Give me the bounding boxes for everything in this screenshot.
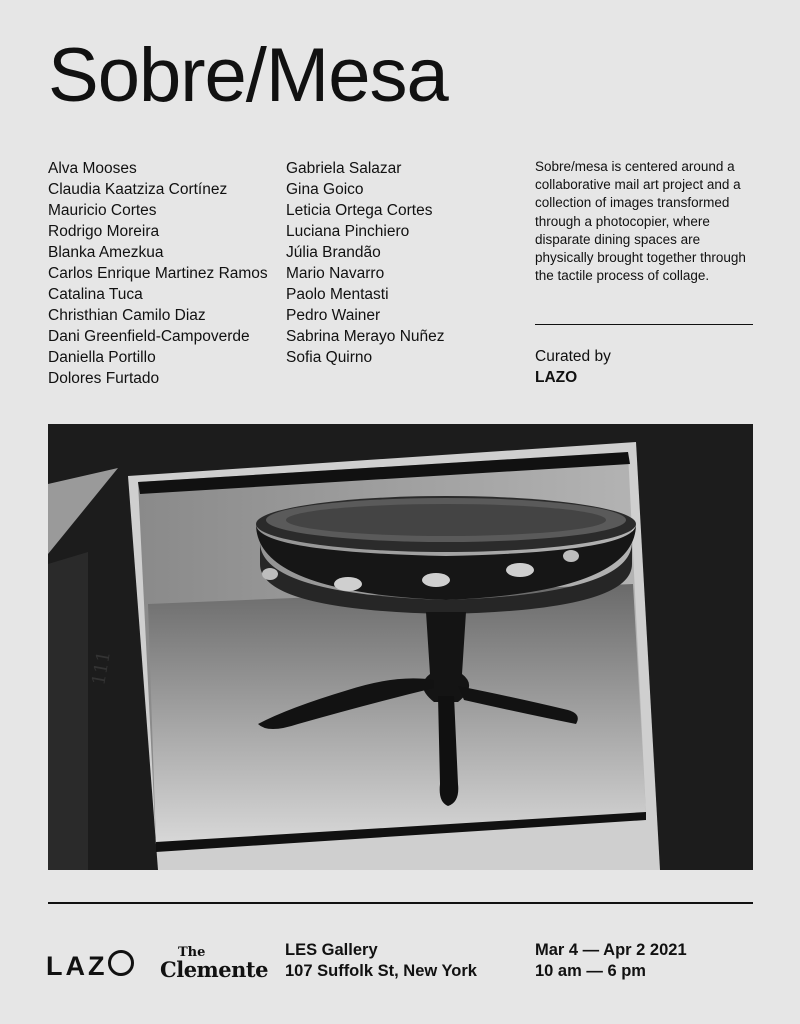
curator-credit bbox=[535, 346, 611, 388]
lazo-logo-text: LAZ bbox=[46, 951, 108, 981]
artist-name: Gina Goico bbox=[286, 181, 364, 198]
opening-hours: 10 am — 6 pm bbox=[535, 962, 646, 980]
photo-illustration bbox=[48, 424, 753, 870]
artist-name: Gabriela Salazar bbox=[286, 160, 402, 177]
artist-name: Alva Mooses bbox=[48, 160, 137, 177]
curated-by-label: Curated by bbox=[535, 348, 611, 365]
artist-name: Christhian Camilo Diaz bbox=[48, 307, 206, 324]
artist-name: Júlia Brandão bbox=[286, 244, 381, 261]
artist-name: Pedro Wainer bbox=[286, 307, 381, 324]
artist-name: Catalina Tuca bbox=[48, 286, 143, 303]
footer-divider bbox=[48, 902, 753, 904]
artist-name: Leticia Ortega Cortes bbox=[286, 202, 433, 219]
artist-name: Mauricio Cortes bbox=[48, 202, 157, 219]
artist-name: Carlos Enrique Martinez Ramos bbox=[48, 265, 268, 282]
artist-name: Dani Greenfield-Campoverde bbox=[48, 328, 250, 345]
artist-list-column-1 bbox=[48, 158, 268, 389]
venue-info bbox=[285, 940, 477, 982]
artist-name: Rodrigo Moreira bbox=[48, 223, 160, 240]
curator-name: LAZO bbox=[535, 369, 578, 386]
lazo-logo-o-icon bbox=[108, 950, 134, 976]
photo-handwriting: 111 bbox=[88, 649, 115, 687]
venue-name: LES Gallery bbox=[285, 941, 378, 959]
exhibition-description: Sobre/mesa is centered around a collaborative mail art project and a collection of images transformed through a photocopier, where disparate dining spaces are physically brought together through the tactile process of collage. bbox=[535, 159, 746, 284]
artist-list-column-2 bbox=[286, 158, 445, 368]
table-photocopy-image bbox=[48, 424, 753, 870]
venue-address: 107 Suffolk St, New York bbox=[285, 962, 477, 980]
poster-title: Sobre/Mesa bbox=[48, 33, 448, 118]
artist-name: Mario Navarro bbox=[286, 265, 385, 282]
date-range: Mar 4 — Apr 2 2021 bbox=[535, 941, 687, 959]
artist-name: Sofia Quirno bbox=[286, 349, 373, 366]
exhibition-dates bbox=[535, 940, 687, 982]
artist-name: Paolo Mentasti bbox=[286, 286, 389, 303]
artist-name: Blanka Amezkua bbox=[48, 244, 164, 261]
divider bbox=[535, 324, 753, 325]
clemente-logo-name: Clemente bbox=[160, 957, 268, 982]
artist-name: Claudia Kaatziza Cortínez bbox=[48, 181, 228, 198]
clemente-logo-the: The bbox=[178, 945, 206, 960]
clemente-logo bbox=[160, 946, 268, 980]
artist-name: Sabrina Merayo Nuñez bbox=[286, 328, 445, 345]
lazo-logo bbox=[46, 950, 134, 980]
artist-name: Luciana Pinchiero bbox=[286, 223, 410, 240]
artist-name: Daniella Portillo bbox=[48, 349, 156, 366]
artist-name: Dolores Furtado bbox=[48, 370, 160, 387]
